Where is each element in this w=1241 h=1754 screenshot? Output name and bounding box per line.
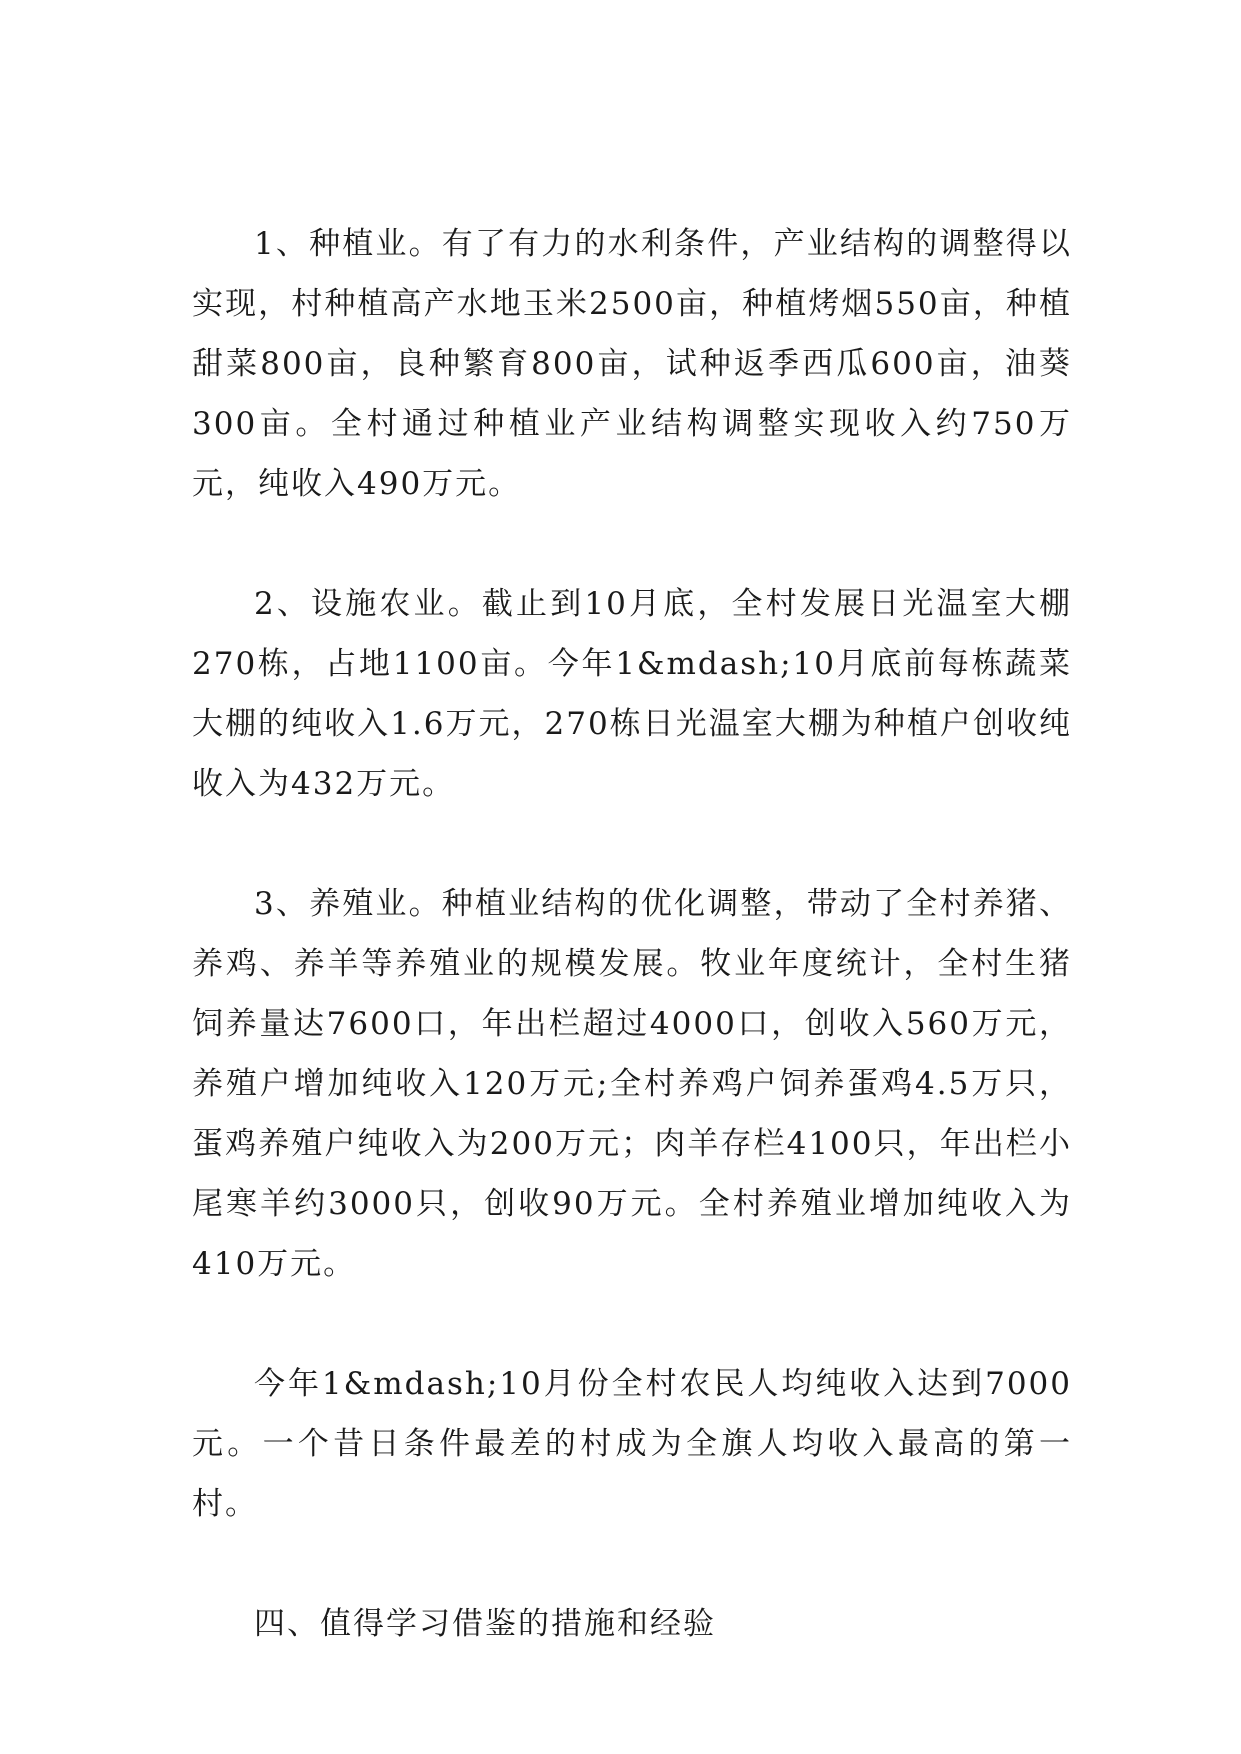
section-heading: 四、值得学习借鉴的措施和经验 [254, 1606, 716, 1642]
paragraph-breeding: 3、养殖业。种植业结构的优化调整，带动了全村养猪、养鸡、养羊等养殖业的规模发展。牧业年度统计，全村生猪饲养量达7600口，年出栏超过4000口，创收入560万元，养殖户增加纯收入120万元;全村养鸡户饲养蛋鸡4.5万只，蛋鸡养殖户纯收入为200万元；肉羊存栏4100只，年出栏小尾寒羊约3000只，创收90万元。全村养殖业增加纯收入为410万元。 [192, 886, 1072, 1282]
paragraph-planting: 1、种植业。有了有力的水利条件，产业结构的调整得以实现，村种植高产水地玉米2500亩，种植烤烟550亩，种植甜菜800亩，良种繁育800亩，试种返季西瓜600亩，油葵300亩。全村通过种植业产业结构调整实现收入约750万元，纯收入490万元。 [192, 226, 1072, 502]
paragraph-facility-agriculture: 2、设施农业。截止到10月底，全村发展日光温室大棚270栋，占地1100亩。今年1&mdash;10月底前每栋蔬菜大棚的纯收入1.6万元，270栋日光温室大棚为种植户创收纯收入为432万元。 [192, 586, 1072, 802]
paragraph-income-summary: 今年1&mdash;10月份全村农民人均纯收入达到7000元。一个昔日条件最差的村成为全旗人均收入最高的第一村。 [192, 1366, 1072, 1522]
document-body [192, 214, 1072, 1654]
